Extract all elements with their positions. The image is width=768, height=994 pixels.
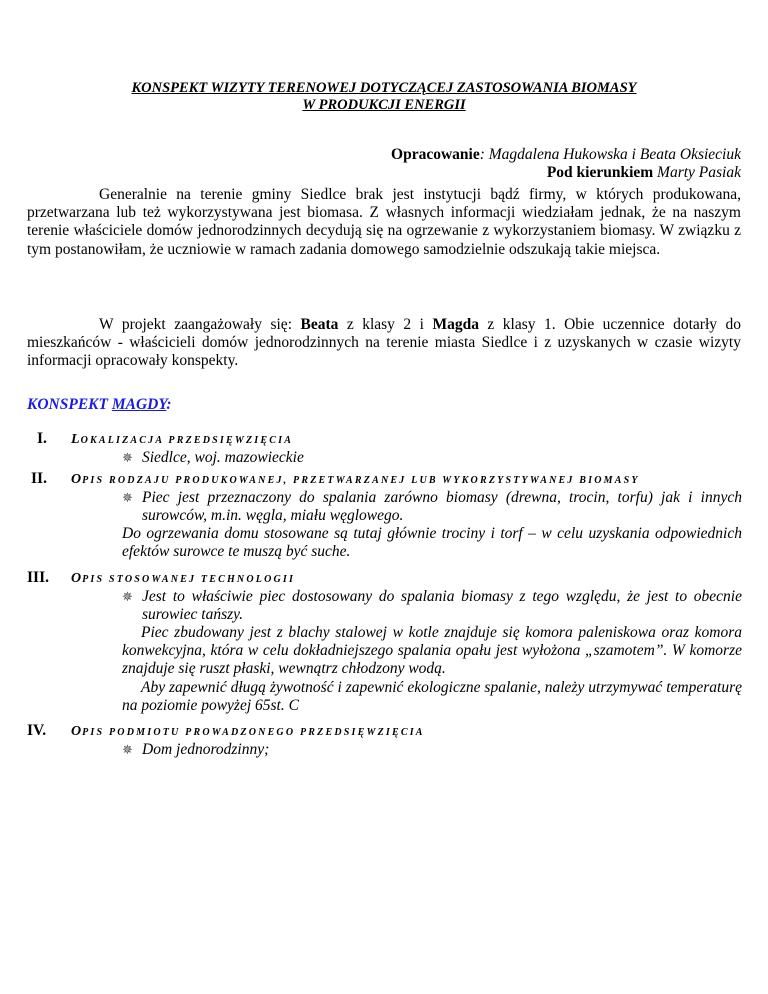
- konspekt-heading: [27, 396, 172, 414]
- section-text: Aby zapewnić długą żywotność i zapewnić ekologiczne spalanie, należy utrzymywać temperaturę na poziomie powyżej 65st. C: [122, 679, 742, 715]
- bullet-item: [122, 449, 742, 467]
- bullet-star-icon: ✵: [122, 450, 133, 465]
- bullet-text: Jest to właściwie piec dostosowany do spalania biomasy z tego względu, że jest to obecnie surowiec tańszy.: [142, 588, 742, 624]
- section-heading-1: [27, 430, 767, 450]
- section-text: Piec zbudowany jest z blachy stalowej w kotle znajduje się komora paleniskowa oraz komora konwekcyjna, która w celu dokładniejszego spalania opału jest wyłożona „szamotem”. W komorze znajduje się ruszt płaski, wewnątrz chłodzony wodą.: [122, 624, 742, 678]
- section-number: III.: [27, 569, 49, 586]
- bullet-text: Siedlce, woj. mazowieckie: [142, 449, 304, 466]
- section-heading-4: [27, 722, 767, 742]
- bullet-text: Piec jest przeznaczony do spalania zarówno biomasy (drewna, trocin, torfu) jak i innych surowców, m.in. węgla, miału węglowego.: [142, 489, 742, 525]
- section-title: [71, 724, 425, 739]
- section-heading-3: [27, 569, 767, 589]
- bullet-text: Dom jednorodzinny;: [142, 741, 270, 758]
- bullet-item: [122, 741, 742, 759]
- section-heading-2: [27, 470, 767, 490]
- supervisor-line: [547, 164, 741, 182]
- authors-names: : Magdalena Hukowska i Beata Oksieciuk: [479, 146, 741, 163]
- konspekt-name-link[interactable]: MAGDY: [111, 396, 167, 413]
- section-number: IV.: [27, 722, 47, 739]
- supervisor-name: Marty Pasiak: [657, 164, 741, 181]
- bullet-star-icon: ✵: [122, 742, 133, 757]
- supervisor-label: Pod kierunkiem: [546, 164, 654, 181]
- konspekt-suffix: :: [166, 396, 172, 413]
- bullet-item: [122, 588, 742, 624]
- section-title-rest: PIS PODMIOTU PROWADZONEGO PRZEDSIĘWZIĘCIA: [82, 727, 425, 738]
- participant-name-2: Magda: [432, 316, 479, 333]
- section-title-rest: OKALIZACJA PRZEDSIĘWZIĘCIA: [80, 435, 294, 446]
- participants-text-a: W projekt zaangażowały się:: [99, 316, 301, 333]
- section-title: [71, 432, 294, 447]
- authors-line: [391, 146, 741, 164]
- section-title: [71, 571, 296, 586]
- participants-text-c: z klasy 1. Obie uczennice dotarły do mieszkańców - właścicieli domów jednorodzinnych na terenie miasta Siedlce i z uzyskanych w czasie wizyty informacji opracowały konspekty.: [27, 316, 742, 370]
- section-title-initial: L: [71, 432, 81, 447]
- bullet-star-icon: ✵: [122, 589, 133, 604]
- section-title-rest: PIS RODZAJU PRODUKOWANEJ, PRZETWARZANEJ LUB WYKORZYSTYWANEJ BIOMASY: [82, 475, 640, 486]
- bullet-item: [122, 489, 742, 525]
- document-title-line-2: W PRODUKCJI ENERGII: [302, 97, 466, 113]
- section-number: I.: [37, 430, 47, 447]
- section-title-initial: O: [71, 724, 83, 739]
- section-number: II.: [31, 470, 47, 487]
- section-title: [71, 472, 640, 487]
- section-title-initial: O: [71, 472, 83, 487]
- participants-paragraph: [27, 316, 741, 371]
- participants-text-b: z klasy 2 i: [338, 316, 433, 333]
- document-title-line-1: KONSPEKT WIZYTY TERENOWEJ DOTYCZĄCEJ ZASTOSOWANIA BIOMASY: [131, 80, 637, 96]
- authors-label: Opracowanie: [391, 146, 480, 163]
- section-title-rest: PIS STOSOWANEJ TECHNOLOGII: [82, 574, 296, 585]
- section-text: Do ogrzewania domu stosowane są tutaj głównie trociny i torf – w celu uzyskania odpowiednich efektów surowce te muszą być suche.: [122, 525, 742, 561]
- participant-name-1: Beata: [300, 316, 339, 333]
- intro-paragraph: Generalnie na terenie gminy Siedlce brak jest instytucji bądź firmy, w których produkowana, przetwarzana lub też wykorzystywana jest biomasa. Z własnych informacji wiedziałam jednak, że na naszym terenie właściciele domów jednorodzinnych decydują się na ogrzewanie z wykorzystaniem biomasy. W związku z tym postanowiłam, że uczniowie w ramach zadania domowego samodzielnie odszukają takie miejsca.: [27, 186, 741, 258]
- section-title-initial: O: [71, 571, 83, 586]
- konspekt-prefix: KONSPEKT: [27, 396, 112, 413]
- bullet-star-icon: ✵: [122, 490, 133, 505]
